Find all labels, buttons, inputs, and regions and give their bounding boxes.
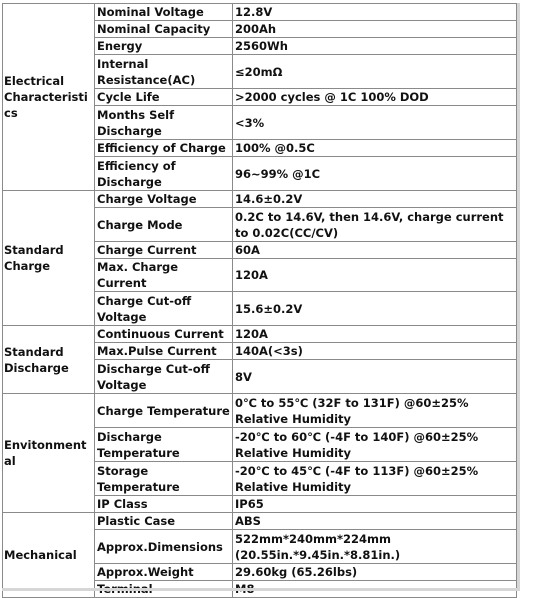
- parameter-cell: Discharge Temperature: [95, 428, 233, 462]
- parameter-cell: Plastic Case: [95, 513, 233, 530]
- spec-row: [3, 394, 517, 428]
- value-cell: ≤20mΩ: [233, 55, 517, 89]
- parameter-cell: Storage Temperature: [95, 462, 233, 496]
- value-cell: ABS: [233, 513, 517, 530]
- value-cell: 2560Wh: [233, 38, 517, 55]
- parameter-cell: Max.Pulse Current: [95, 343, 233, 360]
- category-cell: Electrical Characteristics: [3, 4, 95, 191]
- parameter-cell: Max. Charge Current: [95, 259, 233, 292]
- value-cell: 8V: [233, 360, 517, 394]
- table-shadow-bottom: [2, 588, 520, 591]
- value-cell: 522mm*240mm*224mm (20.55in.*9.45in.*8.81in.): [233, 530, 517, 564]
- parameter-cell: Charge Cut-off Voltage: [95, 292, 233, 326]
- spec-row: [3, 326, 517, 343]
- spec-row: [3, 191, 517, 208]
- parameter-cell: Approx.Weight: [95, 564, 233, 581]
- value-cell: <3%: [233, 106, 517, 140]
- parameter-cell: Efficiency of Charge: [95, 140, 233, 157]
- value-cell: -20℃ to 45℃ (-4F to 113F) @60±25% Relative Humidity: [233, 462, 517, 496]
- parameter-cell: Charge Temperature: [95, 394, 233, 428]
- category-cell: Mechanical: [3, 513, 95, 598]
- value-cell: 14.6±0.2V: [233, 191, 517, 208]
- category-cell: Envitonmental: [3, 394, 95, 513]
- parameter-cell: Approx.Dimensions: [95, 530, 233, 564]
- parameter-cell: Continuous Current: [95, 326, 233, 343]
- spec-table-body: [3, 4, 517, 598]
- spec-row: [3, 4, 517, 21]
- value-cell: 0.2C to 14.6V, then 14.6V, charge current to 0.02C(CC/CV): [233, 208, 517, 242]
- parameter-cell: Efficiency of Discharge: [95, 157, 233, 191]
- value-cell: 60A: [233, 242, 517, 259]
- value-cell: 29.60kg (65.26lbs): [233, 564, 517, 581]
- value-cell: 0℃ to 55℃ (32F to 131F) @60±25% Relative Humidity: [233, 394, 517, 428]
- battery-spec-table: [2, 3, 517, 598]
- value-cell: >2000 cycles @ 1C 100% DOD: [233, 89, 517, 106]
- parameter-cell: Months Self Discharge: [95, 106, 233, 140]
- table-shadow-right: [517, 3, 520, 588]
- parameter-cell: Charge Voltage: [95, 191, 233, 208]
- parameter-cell: Charge Current: [95, 242, 233, 259]
- category-cell: Standard Charge: [3, 191, 95, 326]
- value-cell: 140A(<3s): [233, 343, 517, 360]
- category-cell: Standard Discharge: [3, 326, 95, 394]
- parameter-cell: Nominal Capacity: [95, 21, 233, 38]
- parameter-cell: Nominal Voltage: [95, 4, 233, 21]
- value-cell: 200Ah: [233, 21, 517, 38]
- parameter-cell: Discharge Cut-off Voltage: [95, 360, 233, 394]
- parameter-cell: Energy: [95, 38, 233, 55]
- parameter-cell: IP Class: [95, 496, 233, 513]
- parameter-cell: Cycle Life: [95, 89, 233, 106]
- value-cell: IP65: [233, 496, 517, 513]
- value-cell: 120A: [233, 259, 517, 292]
- value-cell: 120A: [233, 326, 517, 343]
- value-cell: 12.8V: [233, 4, 517, 21]
- spec-row: [3, 513, 517, 530]
- value-cell: 100% @0.5C: [233, 140, 517, 157]
- parameter-cell: Internal Resistance(AC): [95, 55, 233, 89]
- value-cell: -20℃ to 60℃ (-4F to 140F) @60±25% Relative Humidity: [233, 428, 517, 462]
- value-cell: 96~99% @1C: [233, 157, 517, 191]
- parameter-cell: Charge Mode: [95, 208, 233, 242]
- value-cell: 15.6±0.2V: [233, 292, 517, 326]
